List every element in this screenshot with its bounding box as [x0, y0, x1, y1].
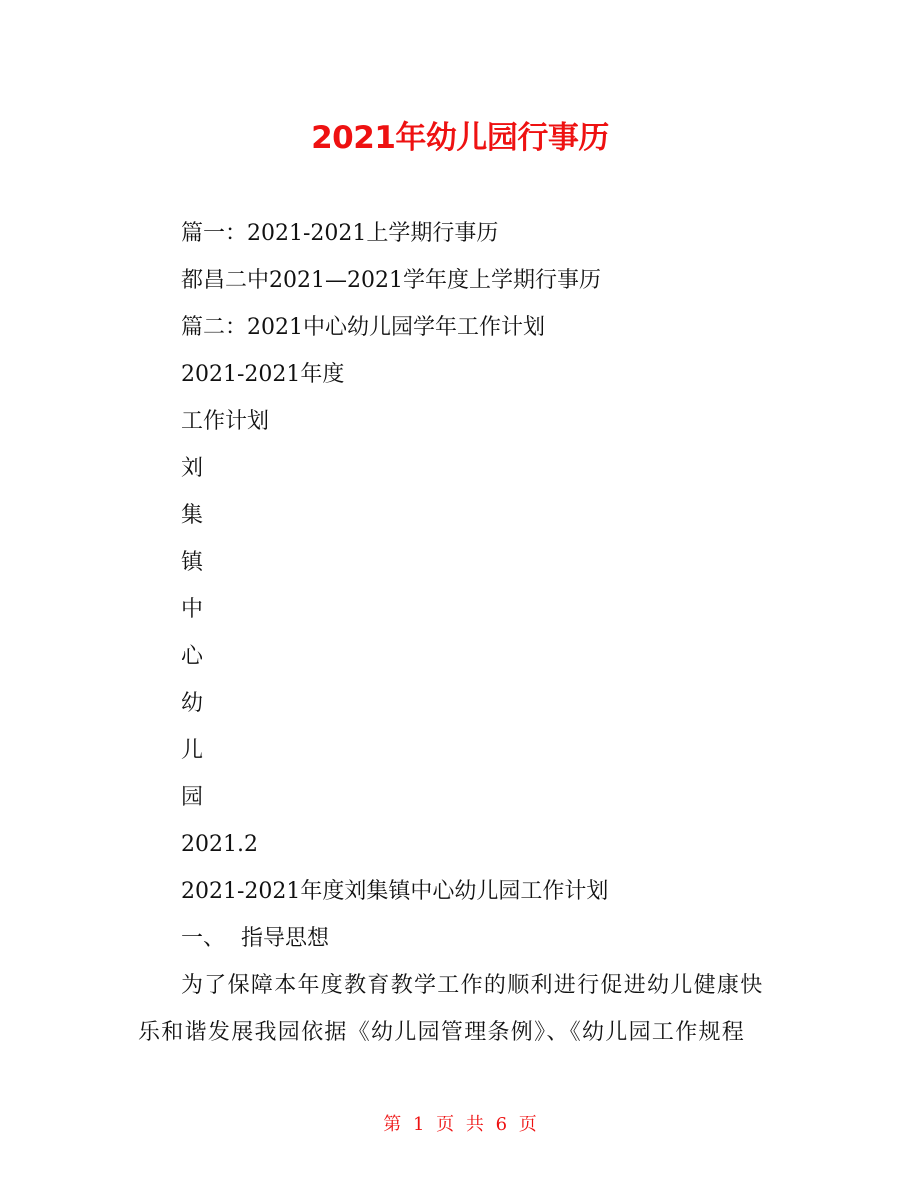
body-line: 篇二：2021中心幼儿园学年工作计划 [181, 315, 545, 340]
body-line: 园 [181, 785, 204, 810]
paragraph-line: 为了保障本年度教育教学工作的顺利进行促进幼儿健康快 [181, 973, 764, 998]
body-line: 工作计划 [181, 409, 270, 434]
body-line: 儿 [181, 738, 204, 763]
document-title: 2021年幼儿园行事历 [311, 120, 609, 156]
body-line: 2021.2 [181, 832, 258, 857]
document-body [0, 210, 920, 1056]
body-line: 篇一：2021-2021上学期行事历 [181, 221, 499, 246]
body-line: 都昌二中2021—2021学年度上学期行事历 [181, 268, 601, 293]
body-line: 镇 [181, 550, 204, 575]
section-heading-text: 指导思想 [241, 926, 330, 951]
section-number: 一、 [181, 926, 226, 951]
page-number-footer: 第 1 页 共 6 页 [383, 1114, 537, 1135]
section-heading [0, 915, 920, 962]
body-line: 刘 [181, 456, 204, 481]
body-line: 2021-2021年度 [181, 362, 345, 387]
paragraph-line: 乐和谐发展我园依据《幼儿园管理条例》、《幼儿园工作规程 [138, 1020, 746, 1045]
body-line: 2021-2021年度刘集镇中心幼儿园工作计划 [181, 879, 609, 904]
body-line: 幼 [181, 691, 204, 716]
body-line: 集 [181, 503, 204, 528]
body-line: 心 [181, 644, 204, 669]
body-line: 中 [181, 597, 204, 622]
